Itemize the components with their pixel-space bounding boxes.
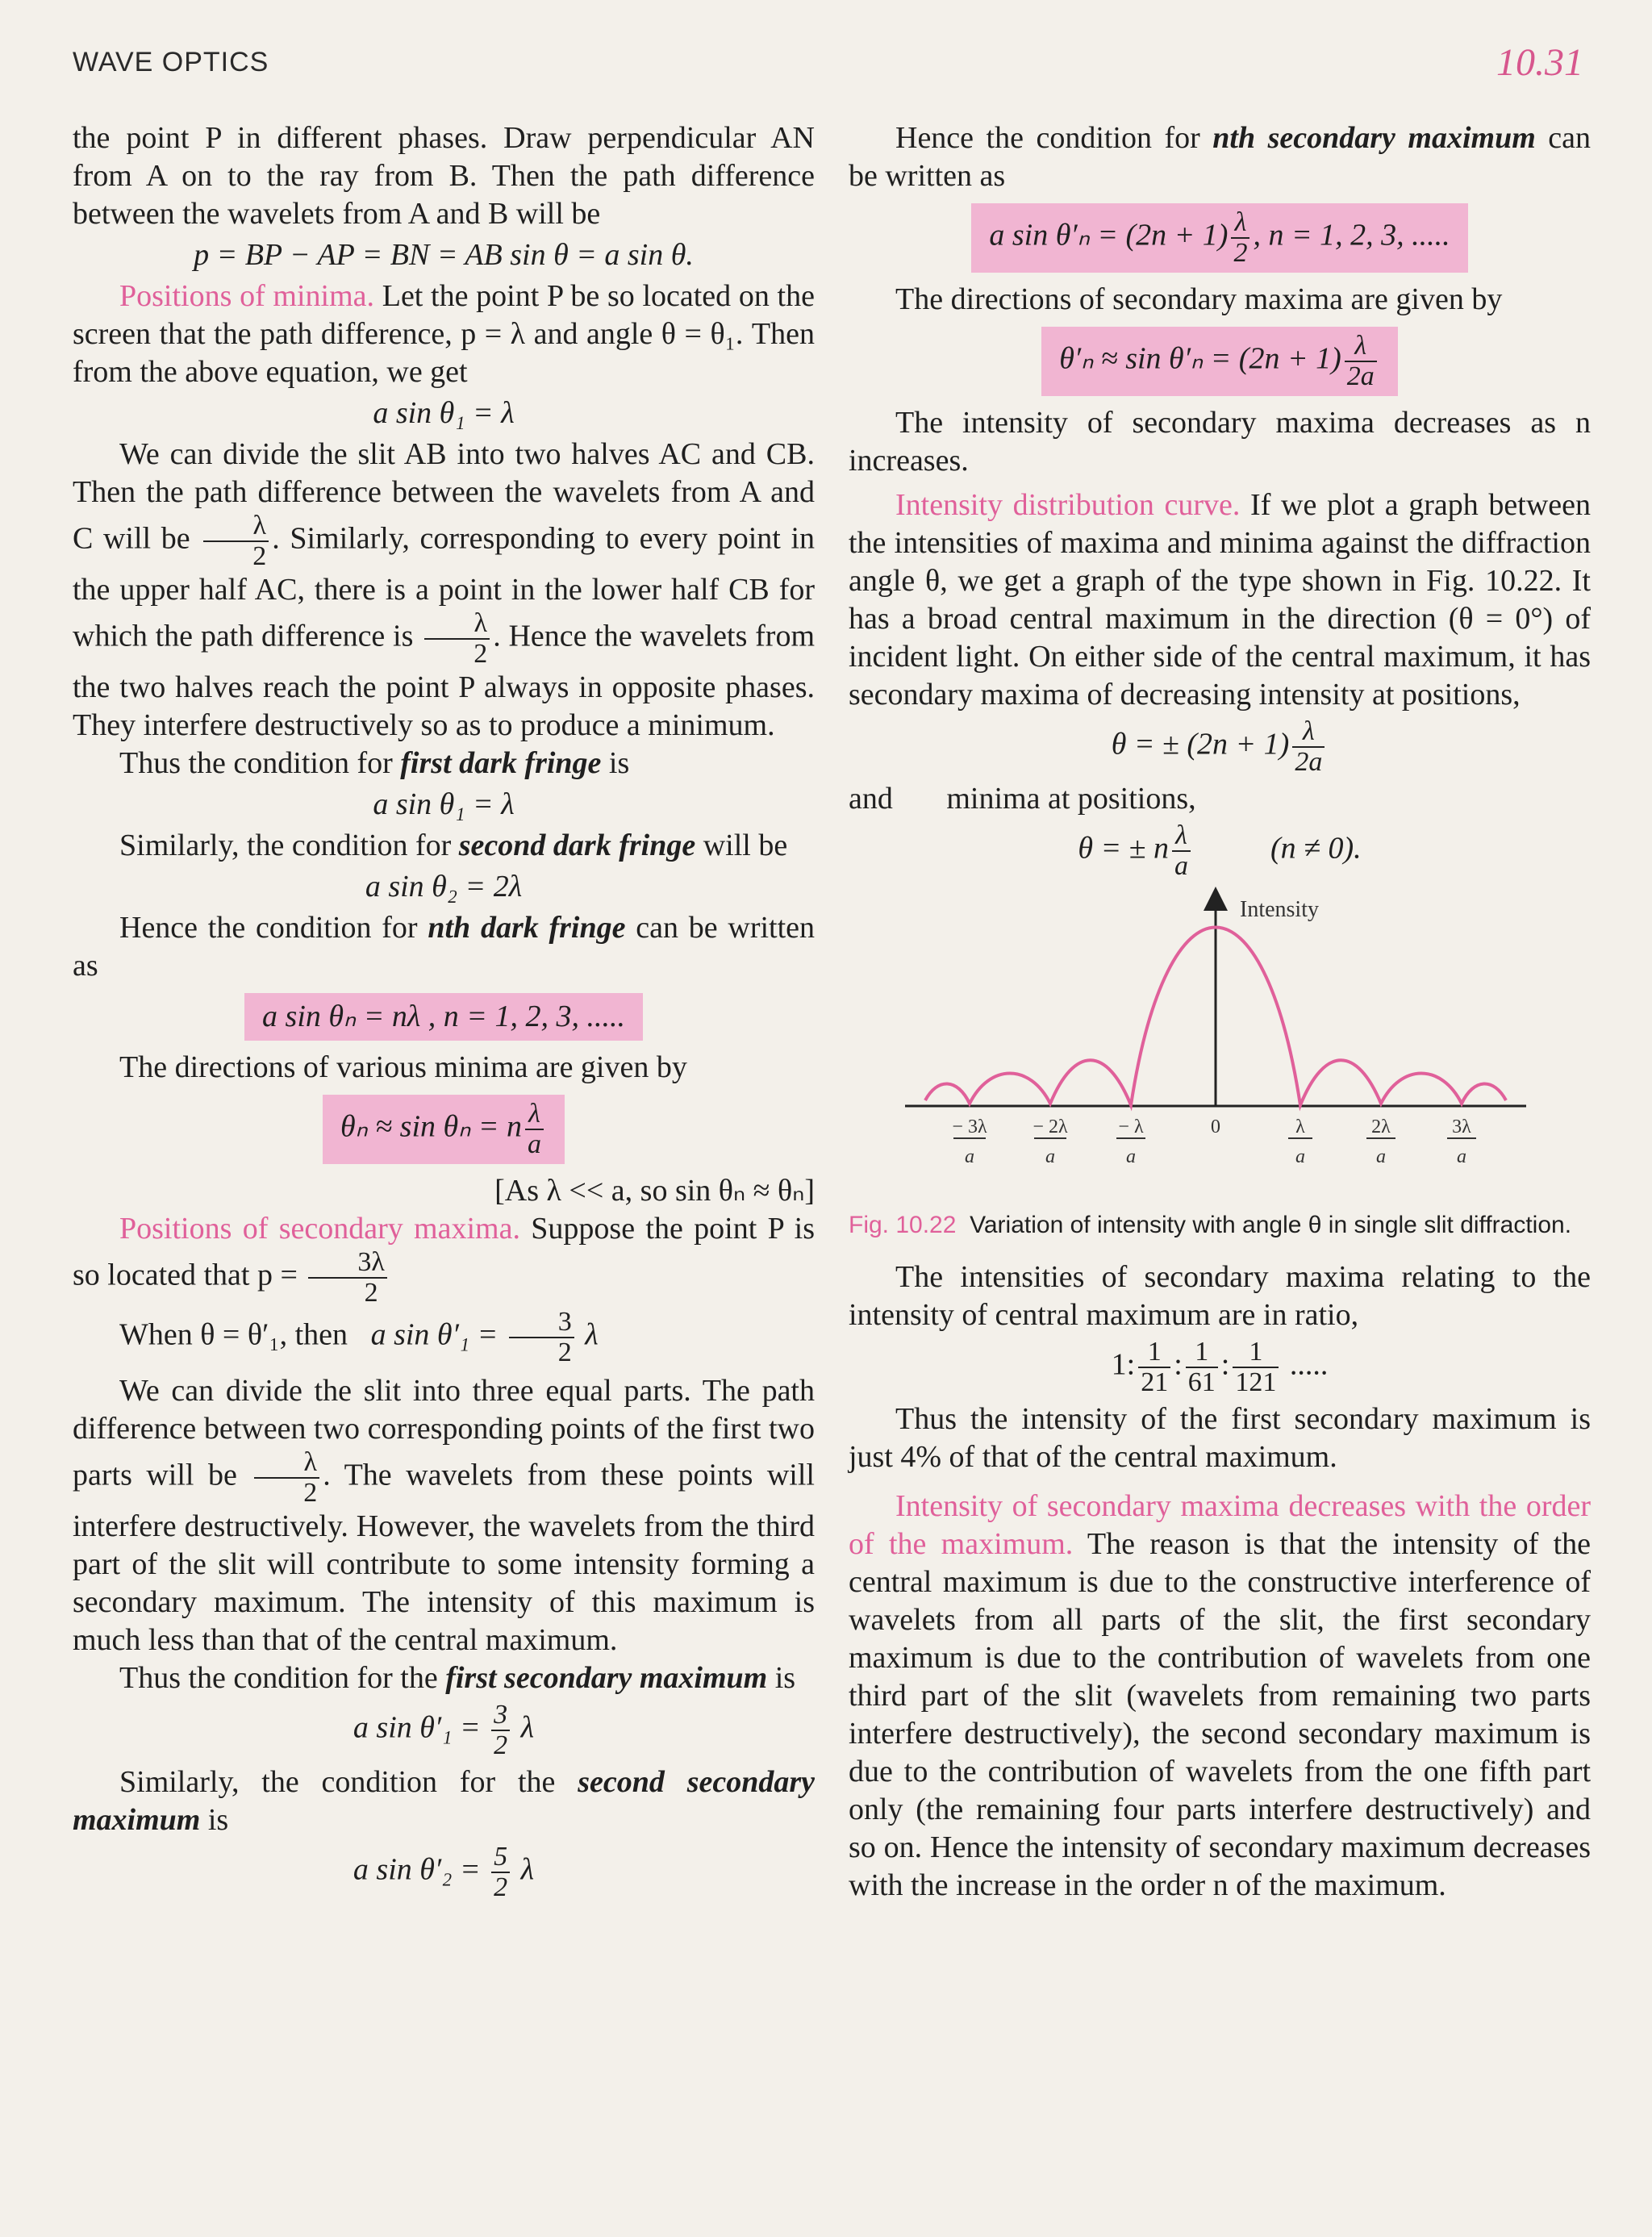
paragraph-text: Let the point P be so located on the screen that the path difference, p = λ and angle θ = θ₁. Then from the above equation, we get: [73, 279, 815, 389]
emphasis: second dark fringe: [458, 828, 696, 862]
tick-num: 3λ: [1452, 1116, 1471, 1137]
equation-text: .....: [1289, 1347, 1329, 1382]
tick-label: [1447, 1116, 1476, 1167]
paragraph-text: is: [767, 1661, 796, 1695]
emphasis: first dark fringe: [400, 746, 602, 780]
page-number: 10.31: [1496, 41, 1583, 84]
highlight-box: [971, 203, 1467, 273]
paragraph-text: . Hence the wavelets from the two halves reach the point P always in opposite phases. They interfere destructively so as to produce a minimum.: [73, 619, 816, 742]
fraction: [491, 1701, 510, 1760]
paragraph: [849, 1488, 1591, 1905]
tick-num: − 2λ: [1032, 1116, 1068, 1137]
paragraph: [73, 1372, 815, 1659]
paragraph-text: is: [200, 1803, 229, 1837]
paragraph-text: Hence the condition for: [895, 121, 1213, 155]
paragraph-text: is: [601, 746, 630, 780]
paragraph-text: Similarly, the condition for: [119, 828, 459, 862]
section-heading: Positions of minima.: [119, 279, 375, 313]
equation-text: a sin θ′₁ =: [353, 1710, 481, 1745]
paragraph-text: Hence the condition for: [119, 911, 428, 945]
denominator: 121: [1235, 1367, 1277, 1397]
denominator: 2: [473, 639, 488, 669]
paragraph-text: Similarly, the condition for the: [119, 1765, 578, 1799]
equation-text: a sin θ′ₙ = (2n + 1): [989, 218, 1229, 252]
emphasis: nth dark fringe: [428, 911, 626, 945]
numerator: λ: [1172, 821, 1191, 852]
numerator: λ: [424, 609, 490, 640]
figure-label: Fig. 10.22: [849, 1212, 957, 1238]
tick-den: a: [1457, 1146, 1466, 1167]
paragraph-text: . Similarly, corresponding to every point in the upper half AC, there is a point in the lower half CB for which the path difference is: [73, 521, 816, 653]
fraction: [1231, 208, 1249, 268]
tick-label: [1032, 1116, 1068, 1167]
tick-den: a: [1126, 1146, 1136, 1167]
paragraph-text: minima at positions,: [946, 782, 1196, 816]
paragraph: [849, 486, 1591, 714]
equation-text: θ = ± (2n + 1): [1111, 727, 1290, 762]
tick-label: [1211, 1116, 1220, 1137]
emphasis: first secondary maximum: [445, 1661, 768, 1695]
y-axis-label: Intensity: [1240, 897, 1319, 922]
numerator: λ: [203, 511, 269, 542]
tick-labels: [952, 1116, 1476, 1167]
denominator: 2: [364, 1278, 378, 1308]
equation-text: 1:: [1111, 1347, 1136, 1382]
equation: [73, 1701, 815, 1760]
fraction: [509, 1308, 574, 1367]
paragraph-text: and: [849, 782, 893, 816]
paragraph-text: If we plot a graph between the intensities of maxima and minima against the diffraction angle θ, we get a graph of the type shown in Fig. 10.22. It has a broad central maximum in the direction (θ = 0°) of incident light. On either side of the central maximum, it has secondary maxima of decreasing intensity at positions,: [849, 488, 1592, 712]
running-head: WAVE OPTICS: [73, 47, 269, 77]
caption-text: Variation of intensity with angle θ in single slit diffraction.: [970, 1212, 1572, 1238]
highlight-box: a sin θₙ = nλ , n = 1, 2, 3, .....: [244, 993, 643, 1041]
fraction: [308, 1248, 387, 1308]
equation-text: θ = ± n: [1078, 831, 1169, 866]
equation: [849, 717, 1591, 777]
numerator: 3: [491, 1701, 510, 1731]
paragraph-text: can be written as: [849, 121, 1592, 193]
tick-label: [1288, 1116, 1312, 1167]
denominator: 2: [494, 1730, 508, 1760]
denominator: 61: [1187, 1367, 1216, 1397]
tick-num: 0: [1211, 1116, 1220, 1137]
denominator: 2a: [1346, 361, 1375, 391]
fraction: [491, 1843, 510, 1902]
tick-num: λ: [1295, 1116, 1305, 1137]
left-column: [73, 119, 815, 1905]
numerator: λ: [1292, 717, 1325, 748]
denominator: 2: [494, 1872, 508, 1902]
fraction: [1292, 717, 1325, 777]
equation: 1: $\frac{1}{21}$ : $\frac{1}{61}$ : $\frac{1}{121}$ .....: [1111, 1337, 1329, 1397]
emphasis: second secondary maximum: [73, 1765, 816, 1837]
fraction: [525, 1100, 544, 1159]
equation-text: (n ≠ 0).: [1270, 831, 1362, 866]
numerator: λ: [1231, 208, 1249, 239]
paragraph: The directions of various minima are given by: [119, 1050, 687, 1084]
numerator: 1: [1233, 1338, 1279, 1368]
paragraph-text: We can divide the slit into three equal parts. The path difference between two corresponding points of the first two parts will be: [73, 1374, 815, 1492]
section-heading: Positions of secondary maxima.: [119, 1212, 520, 1246]
paragraph-text: will be: [695, 828, 788, 862]
lambda: λ: [520, 1710, 535, 1745]
fraction: [1138, 1338, 1170, 1397]
paragraph: Thus the intensity of the first secondary maximum is just 4% of that of the central maximum.: [849, 1402, 1591, 1474]
tick-den: a: [965, 1146, 974, 1167]
equation: a sin θ₁ = λ: [373, 787, 515, 821]
equation: a sin θ₁ = λ: [373, 396, 515, 430]
paragraph: [73, 436, 815, 745]
fraction: [424, 609, 490, 669]
numerator: λ: [254, 1448, 319, 1479]
right-column: [849, 119, 1591, 1905]
numerator: 3λ: [308, 1248, 387, 1279]
section-heading: Intensity distribution curve.: [895, 488, 1241, 522]
paragraph-text: We can divide the slit AB into two halves AC and CB. Then the path difference between the wavelets from A and C will be: [73, 437, 815, 556]
equation-text: θₙ ≈ sin θₙ = n: [340, 1109, 522, 1144]
equation: [849, 821, 1591, 881]
numerator: 1: [1138, 1338, 1170, 1368]
paragraph: [73, 1763, 815, 1839]
paragraph: The intensity of secondary maxima decreases as n increases.: [849, 406, 1591, 478]
tick-den: a: [1295, 1146, 1305, 1167]
denominator: a: [1174, 851, 1188, 881]
fraction: [203, 511, 269, 571]
denominator: a: [527, 1129, 541, 1159]
paragraph-text: When θ = θ′₁, then: [119, 1317, 348, 1352]
equation-text: θ′ₙ ≈ sin θ′ₙ = (2n + 1): [1059, 341, 1341, 376]
denominator: 2: [1233, 238, 1248, 268]
highlight-box: [1041, 327, 1398, 396]
paragraph: [849, 119, 1591, 195]
numerator: 1: [1186, 1338, 1218, 1368]
numerator: 5: [491, 1843, 510, 1873]
paragraph: [73, 745, 815, 783]
denominator: 2: [557, 1338, 572, 1367]
paragraph: [849, 780, 1591, 818]
equation-text: a sin θ′₂ =: [353, 1852, 481, 1887]
equation: p = BP − AP = BN = AB sin θ = a sin θ.: [194, 238, 694, 272]
paragraph-text: . The wavelets from these points will interfere destructively. However, the wavelets from the third part of the slit will contribute to some intensity forming a secondary maximum. The intensity of this maximum is much less than that of the central maximum.: [73, 1458, 815, 1657]
lambda: λ: [585, 1317, 599, 1352]
denominator: 2: [303, 1478, 318, 1508]
paragraph: [73, 1210, 815, 1308]
emphasis: nth secondary maximum: [1212, 121, 1536, 155]
paragraph: [73, 1659, 815, 1697]
denominator: 2a: [1295, 747, 1323, 777]
paragraph-text: can be written as: [73, 911, 816, 983]
figure-caption: [849, 1208, 1591, 1242]
equation-text: , n = 1, 2, 3, .....: [1253, 218, 1450, 252]
paragraph-text: The reason is that the intensity of the central maximum is due to the constructive interference of wavelets from all parts of the slit, the first secondary maximum is due to the contribution of wavelets from one third part of the slit (wavelets from remaining two parts interfere destructively), the second secondary maximum is due to the contribution of wavelets from the one fifth part only (the remaining four parts interfere destructively) and so on. Hence the intensity of secondary maximum decreases with the increase in the order n of the maximum.: [849, 1527, 1591, 1902]
fraction: [1233, 1338, 1279, 1397]
fraction: [1186, 1338, 1218, 1397]
paragraph: [73, 827, 815, 865]
paragraph: The intensities of secondary maxima relating to the intensity of central maximum are in ratio,: [849, 1260, 1591, 1332]
paragraph: [73, 1308, 815, 1367]
paragraph: [73, 278, 815, 391]
tick-label: [952, 1116, 987, 1167]
paragraph: the point P in different phases. Draw perpendicular AN from A on to the ray from B. Then the path difference between the wavelets from A and B will be: [73, 121, 815, 231]
paragraph: [73, 909, 815, 985]
numerator: λ: [1345, 332, 1377, 362]
tick-label: [1116, 1116, 1145, 1167]
tick-den: a: [1045, 1146, 1055, 1167]
numerator: λ: [525, 1100, 544, 1130]
fraction: [254, 1448, 319, 1508]
highlight-box: [323, 1095, 565, 1164]
intensity-graph: [849, 884, 1591, 1191]
tick-num: − λ: [1118, 1116, 1144, 1137]
equation: a sin θ₂ = 2λ: [365, 870, 523, 904]
paragraph-text: Suppose the point P is so located that p =: [73, 1212, 815, 1292]
tick-den: a: [1376, 1146, 1386, 1167]
paragraph-text: Thus the condition for the: [119, 1661, 446, 1695]
denominator: 2: [252, 541, 267, 571]
paragraph-text: Thus the condition for: [119, 746, 401, 780]
equation-text: a sin θ′₁ =: [370, 1317, 499, 1352]
fraction: [1172, 821, 1191, 881]
lambda: λ: [520, 1852, 535, 1887]
tick-num: − 3λ: [952, 1116, 987, 1137]
numerator: 3: [509, 1308, 574, 1338]
denominator: 21: [1141, 1367, 1169, 1397]
section-heading: Intensity of secondary maxima decreases with the order of the maximum.: [849, 1489, 1591, 1561]
fraction: [1345, 332, 1377, 391]
paragraph: The directions of secondary maxima are given by: [895, 282, 1503, 316]
note: [As λ << a, so sin θₙ ≈ θₙ]: [494, 1174, 815, 1208]
equation: [73, 1843, 815, 1902]
tick-label: [1366, 1116, 1395, 1167]
tick-num: 2λ: [1371, 1116, 1391, 1137]
